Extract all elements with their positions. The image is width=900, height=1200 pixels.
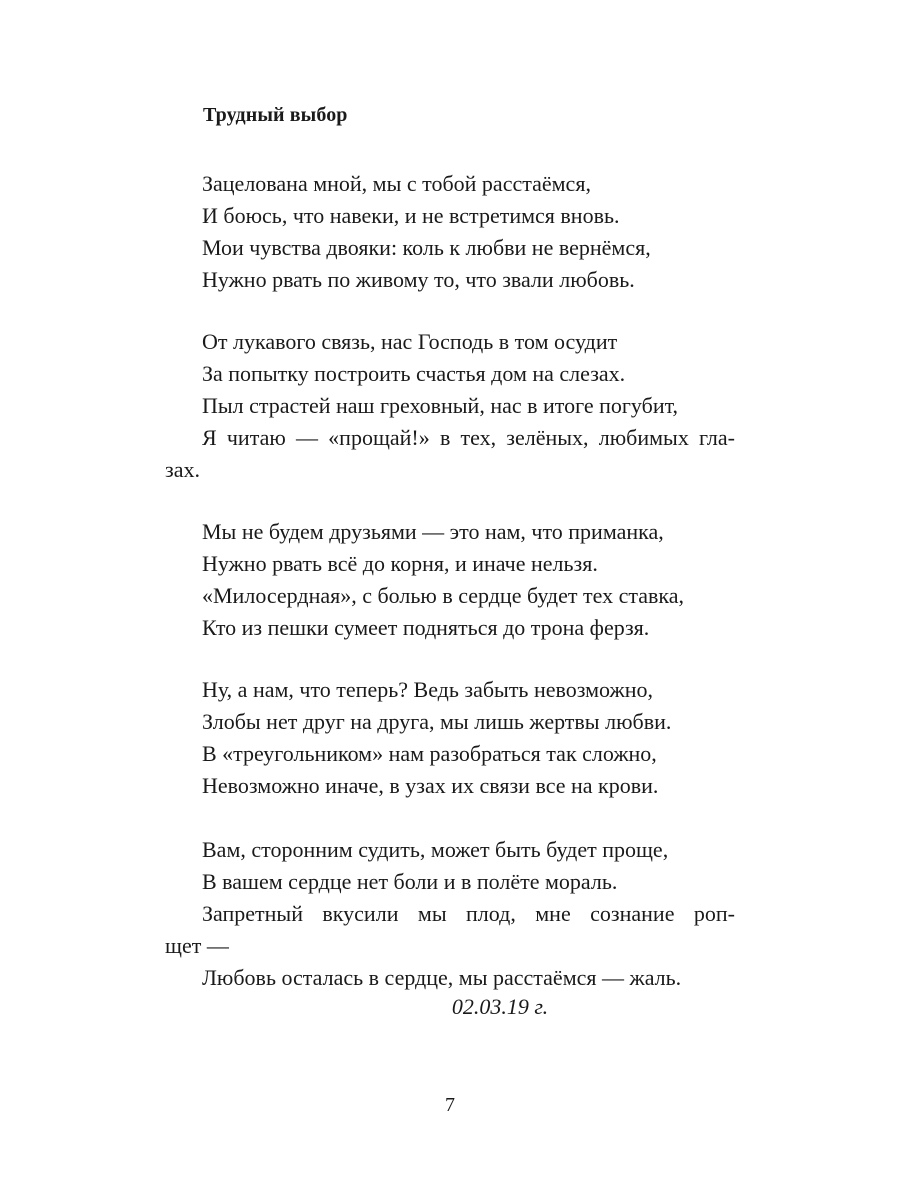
poem-title: Трудный выбор [203,104,348,126]
stanza-5 [165,834,735,994]
stanza-2-line-3: Пыл страстей наш греховный, нас в итоге погубит, [202,393,679,418]
stanza-4-line-2: Злобы нет друг на друга, мы лишь жертвы любви. [202,709,672,734]
stanza-5-line-3b: щет — [165,933,229,958]
stanza-4-line-1: Ну, а нам, что теперь? Ведь забыть невозможно, [202,677,653,702]
stanza-3-line-1: Мы не будем друзьями — это нам, что приманка, [202,519,664,544]
stanza-1-line-1: Зацелована мной, мы с тобой расстаёмся, [202,171,591,196]
stanza-2-line-4a: Я читаю — «прощай!» в тех, зелёных, любимых гла- [202,425,735,450]
stanza-2-line-2: За попытку построить счастья дом на слезах. [202,361,626,386]
stanza-1-line-3: Мои чувства двояки: коль к любви не вернёмся, [202,235,651,260]
stanza-3 [165,516,735,644]
stanza-4-line-3: В «треугольником» нам разобраться так сложно, [202,741,657,766]
stanza-5-line-1: Вам, сторонним судить, может быть будет проще, [202,837,669,862]
stanza-5-line-2: В вашем сердце нет боли и в полёте мораль. [202,869,618,894]
stanza-1 [165,168,735,296]
page-number: 7 [445,1094,455,1116]
stanza-3-line-3: «Милосердная», с болью в сердце будет тех ставка, [202,583,685,608]
stanza-2-line-1: От лукавого связь, нас Господь в том осудит [202,329,618,354]
stanza-4 [165,674,735,802]
poem-date: 02.03.19 г. [451,994,549,1019]
stanza-3-line-4: Кто из пешки сумеет подняться до трона ферзя. [202,615,650,640]
stanza-1-line-2: И боюсь, что навеки, и не встретимся вновь. [202,203,620,228]
stanza-3-line-2: Нужно рвать всё до корня, и иначе нельзя. [202,551,598,576]
stanza-4-line-4: Невозможно иначе, в узах их связи все на крови. [202,773,659,798]
stanza-5-line-3a: Запретный вкусили мы плод, мне сознание роп- [202,901,735,926]
stanza-1-line-4: Нужно рвать по живому то, что звали любовь. [202,267,635,292]
stanza-2 [165,326,735,486]
stanza-2-line-4b: зах. [165,457,200,482]
stanza-5-line-4: Любовь осталась в сердце, мы расстаёмся — жаль. [202,965,682,990]
